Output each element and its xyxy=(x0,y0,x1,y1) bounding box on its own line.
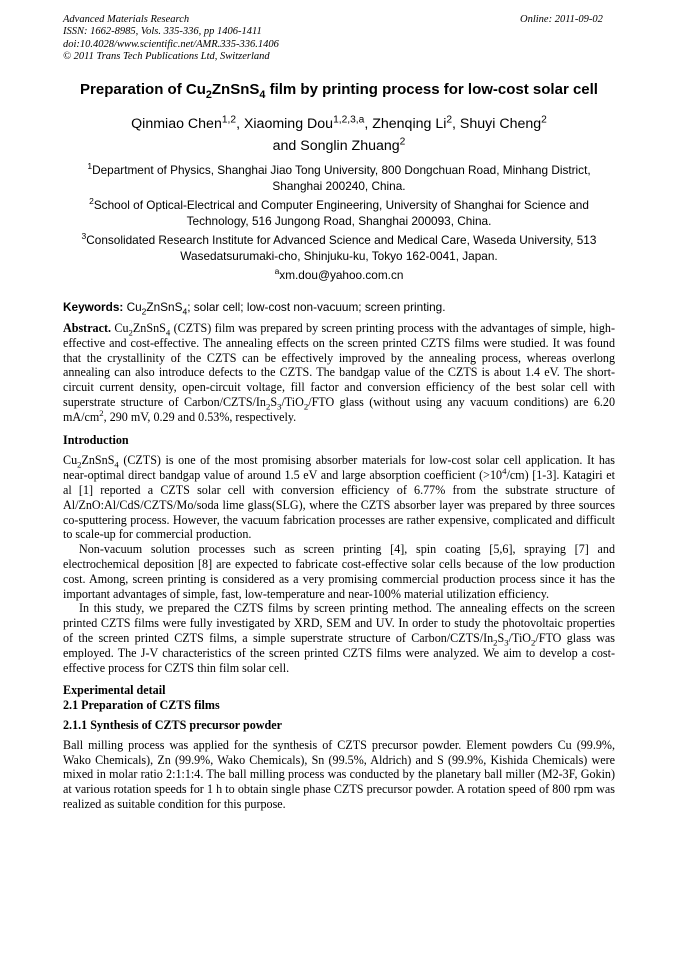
doi-line[interactable]: doi:10.4028/www.scientific.net/AMR.335-336.1406 xyxy=(63,38,279,50)
section-heading-introduction: Introduction xyxy=(63,432,129,447)
subsection-heading-2-1-1: 2.1.1 Synthesis of CZTS precursor powder xyxy=(63,717,282,732)
author-name: Qinmiao Chen xyxy=(131,116,222,132)
paper-body xyxy=(63,300,615,812)
experimental-paragraph-1: Ball milling process was applied for the synthesis of CZTS precursor powder. Element powders Cu (99.9%, Wako Chemicals), Zn (99.9%, Wako Chemicals), Sn (99.5%, Aldrich) and S (99.9%, Kishida Chemicals) were mixed in molar ratio 2:1:1:4. The ball milling process was conducted by the planetary ball miller (M2-3F, Gokin) at various rotation speeds for 1 h to obtain single phase CZTS precursor powder. A rotation speed of 800 rpm was realized as suitable condition for this purpose. xyxy=(63,737,615,811)
abstract: Abstract. $Cu_2ZnSnS_4$ (CZTS) film was prepared by screen printing process with the advantages of simple, high-effective and cost-effective. The annealing effects on the screen printed CZTS films were studied. It was found that the crystallinity of the CZTS can be effectively improved by the annealing process, whereas overlong annealing can also introduce defects to the CZTS. The bandgap value of the CZTS is about 1.4 eV. The short-circuit current density, open-circuit voltage, fill factor and conversion efficiency of the best solar cell with superstrate structure of Carbon/$CZTS/In_2S_3/TiO_2$/FTO glass (without using any vacuum conditions) are 6.20 $mA/cm^2$, 290 mV, 0.29 and 0.53%, respectively. xyxy=(63,321,615,424)
section-heading-experimental: Experimental detail xyxy=(63,683,166,698)
author-name: and Songlin Zhuang xyxy=(272,138,400,154)
paper-title: Preparation of $Cu_2ZnSnS_4$ film by printing process for low-cost solar cell xyxy=(80,81,598,101)
contact-email[interactable]: $^a$xm.dou@yahoo.com.cn xyxy=(274,266,404,282)
journal-name: Advanced Materials Research xyxy=(63,14,190,25)
author-name: , Shuyi Cheng xyxy=(452,116,542,132)
author-name: , Zhenqing Li xyxy=(364,116,447,132)
copyright-line: © 2011 Trans Tech Publications Ltd, Switzerland xyxy=(63,50,270,62)
subsection-heading-2-1: 2.1 Preparation of CZTS films xyxy=(63,698,220,713)
keywords: Keywords: $Cu_2ZnSnS_4$; solar cell; low-cost non-vacuum; screen printing. xyxy=(63,300,446,317)
affiliation-3: $^3$Consolidated Research Institute for Advanced Science and Medical Care, Waseda University, 513 Wasedatsurumaki-cho, Shinjuku-ku, Tokyo 162-0041, Japan. xyxy=(81,231,597,263)
intro-paragraph-2: Non-vacuum solution processes such as screen printing [4], spin coating [5,6], spraying [7] and electrochemical deposition [8] are expected to fabricate cost-effective solar cells because of the low production cost. Among, screen printing is considered as a very promising commercial production process since it has the important advantages of simple, fast, low-temperature and near-100% material utilization efficiency. xyxy=(63,542,615,601)
issn-line: ISSN: 1662-8985, Vols. 335-336, pp 1406-1411 xyxy=(63,26,262,38)
intro-paragraph-3: In this study, we prepared the CZTS films by screen printing method. The annealing effects on the screen printed CZTS films were fully investigated by XRD, SEM and UV. In order to study the photovoltaic properties of the screen printed CZTS films, a simple superstrate structure of Carbon/$CZTS/In_2S_3/TiO_2$/FTO glass was employed. The J-V characteristics of the screen printed CZTS films were analyzed. We aim to develop a cost-effective process for CZTS thin film solar cell. xyxy=(63,601,616,675)
author-list: Qinmiao Chen$^{1,2}$, Xiaoming Dou$^{1,2,3,a}$, Zhenqing Li$^2$, Shuyi Cheng$^2$ and Songlin Zhuang$^2$ xyxy=(131,114,547,154)
affiliations xyxy=(63,163,615,284)
online-date: Online: 2011-09-02 xyxy=(520,14,603,25)
journal-header xyxy=(63,14,279,63)
author-name: , Xiaoming Dou xyxy=(236,116,334,132)
intro-paragraph-1: $Cu_2ZnSnS_4$ (CZTS) is one of the most promising absorber materials for low-cost solar cell application. It has near-optimal direct bandgap value of around 1.5 eV and large absorption coefficient $(>10^4/cm)$ [1-3]. Katagiri et al [1] reported a CZTS solar cell with conversion efficiency of 6.77% from the substrate structure of Al/ZnO:Al/CdS/CZTS/Mo/soda lime glass(SLG), where the CZTS absorber layer was prepared by three sources co-sputtering process. However, the vacuum fabrication processes are rather expensive, complicated and difficult to scale-up for commercial production. xyxy=(63,453,615,542)
affiliation-1: $^1$Department of Physics, Shanghai Jiao Tong University, 800 Dongchuan Road, Minhang District, Shanghai 200240, China. xyxy=(87,161,591,193)
affiliation-2: $^2$School of Optical-Electrical and Computer Engineering, University of Shanghai for Science and Technology, 516 Jungong Road, Shanghai 200093, China. xyxy=(89,196,589,228)
